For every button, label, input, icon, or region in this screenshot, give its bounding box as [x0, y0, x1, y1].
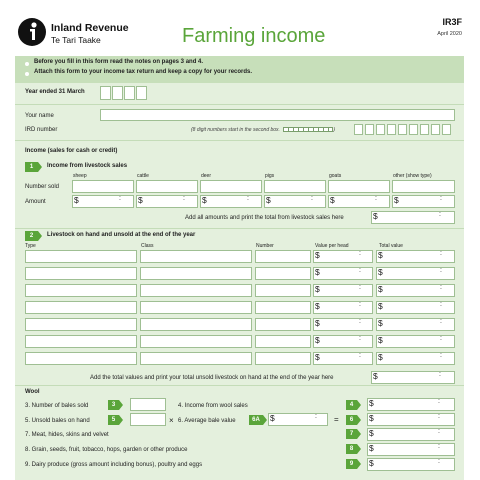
dollar-sign: $ — [378, 335, 383, 345]
livestock-type-field[interactable] — [25, 318, 137, 331]
col-sheep: sheep — [73, 173, 87, 179]
dollar-sign: $ — [369, 443, 374, 453]
value-per-head-field[interactable] — [313, 335, 373, 348]
dollar-sign: $ — [270, 413, 275, 423]
cents-separator: : — [438, 443, 440, 450]
box-6a-badge: 6A — [249, 415, 263, 425]
bales-sold-field[interactable] — [130, 398, 166, 411]
cents-separator: : — [311, 195, 313, 202]
divider — [15, 385, 464, 386]
bales-sold-label: 3. Number of bales sold — [25, 403, 89, 409]
cents-separator: : — [440, 318, 442, 325]
col-pigs: pigs — [265, 173, 275, 179]
year-digit-2[interactable] — [112, 86, 123, 100]
brand-name-maori: Te Tari Taake — [51, 35, 101, 45]
livestock-type-field[interactable] — [25, 267, 137, 280]
dollar-sign: $ — [138, 195, 143, 205]
dollar-sign: $ — [369, 413, 374, 423]
income-line-label: 7. Meat, hides, skins and velvet — [25, 432, 109, 438]
value-per-head-field[interactable] — [313, 301, 373, 314]
livestock-sales-total-label: Add all amounts and print the total from livestock sales here — [185, 215, 344, 221]
col-total-value: Total value — [379, 243, 403, 249]
livestock-type-field[interactable] — [25, 301, 137, 314]
unsold-livestock-total-label: Add the total values and print your total unsold livestock on hand at the end of the year here — [90, 375, 334, 381]
arrow-right-icon — [357, 415, 361, 425]
amount-pigs[interactable] — [264, 195, 326, 208]
dollar-sign: $ — [373, 211, 378, 221]
amount-other[interactable] — [392, 195, 455, 208]
ird-digit-1[interactable] — [354, 124, 363, 135]
livestock-number-field[interactable] — [255, 318, 311, 331]
dollar-sign: $ — [315, 250, 320, 260]
bullet-icon — [25, 72, 29, 76]
ird-digit-4[interactable] — [387, 124, 396, 135]
total-value-field[interactable] — [376, 284, 455, 297]
cents-separator: : — [359, 284, 361, 291]
cents-separator: : — [247, 195, 249, 202]
total-value-field[interactable] — [376, 335, 455, 348]
wool-income-field[interactable] — [367, 398, 455, 411]
value-per-head-field[interactable] — [313, 250, 373, 263]
income-line-label: 9. Dairy produce (gross amount including bonus), poultry and eggs — [25, 462, 203, 468]
average-bale-value-field[interactable] — [268, 413, 328, 426]
dollar-sign: $ — [369, 428, 374, 438]
cents-separator: : — [438, 428, 440, 435]
dollar-sign: $ — [266, 195, 271, 205]
year-digit-4[interactable] — [136, 86, 147, 100]
livestock-number-field[interactable] — [255, 335, 311, 348]
dollar-sign: $ — [315, 267, 320, 277]
form-header — [0, 0, 480, 56]
value-per-head-field[interactable] — [313, 267, 373, 280]
ird-digit-9[interactable] — [442, 124, 451, 135]
income-line-badge: 9 — [346, 459, 357, 469]
form-body — [15, 56, 464, 480]
number-sold-cattle[interactable] — [136, 180, 198, 193]
col-deer: deer — [201, 173, 212, 179]
dollar-sign: $ — [373, 371, 378, 381]
dollar-sign: $ — [315, 284, 320, 294]
ird-hint — [191, 127, 335, 133]
col-cattle: cattle — [137, 173, 149, 179]
dollar-sign: $ — [378, 352, 383, 362]
livestock-number-field[interactable] — [255, 352, 311, 365]
total-value-field[interactable] — [376, 352, 455, 365]
box-4-badge: 4 — [346, 400, 357, 410]
box-3-badge: 3 — [108, 400, 119, 410]
income-heading: Income (sales for cash or credit) — [25, 148, 118, 154]
amount-cattle[interactable] — [136, 195, 198, 208]
income-line-field[interactable] — [367, 443, 455, 456]
arrow-right-icon — [119, 415, 123, 425]
wool-heading: Wool — [25, 389, 40, 395]
ird-digit-5[interactable] — [398, 124, 407, 135]
dollar-sign: $ — [315, 318, 320, 328]
cents-separator: : — [440, 284, 442, 291]
amount-label: Amount — [25, 199, 46, 205]
bullet-icon — [25, 62, 29, 66]
ird-digit-6[interactable] — [409, 124, 418, 135]
ird-number-label: IRD number — [25, 127, 58, 133]
amount-sheep[interactable] — [72, 195, 134, 208]
multiply-sign: × — [169, 416, 174, 425]
divider — [15, 104, 464, 105]
unsold-bales-label: 5. Unsold bales on hand — [25, 418, 90, 424]
ird-digit-2[interactable] — [365, 124, 374, 135]
dollar-sign: $ — [330, 195, 335, 205]
cents-separator: : — [375, 195, 377, 202]
unsold-livestock-total-field[interactable] — [371, 371, 455, 384]
ird-digit-8[interactable] — [431, 124, 440, 135]
dollar-sign: $ — [315, 335, 320, 345]
inland-revenue-logo-icon — [18, 18, 46, 46]
arrow-right-icon — [119, 400, 123, 410]
section-1-badge: 1 — [25, 162, 38, 172]
section-1-title: Income from livestock sales — [47, 163, 128, 169]
livestock-class-field[interactable] — [140, 335, 252, 348]
number-sold-pigs[interactable] — [264, 180, 326, 193]
livestock-number-field[interactable] — [255, 267, 311, 280]
cents-separator: : — [315, 413, 317, 420]
section-2-title: Livestock on hand and unsold at the end of the year — [47, 232, 196, 238]
number-sold-goats[interactable] — [328, 180, 390, 193]
cents-separator: : — [183, 195, 185, 202]
livestock-class-field[interactable] — [140, 352, 252, 365]
income-line-field[interactable] — [367, 458, 455, 471]
divider — [15, 140, 464, 141]
cents-separator: : — [440, 301, 442, 308]
dollar-sign: $ — [378, 284, 383, 294]
dollar-sign: $ — [378, 267, 383, 277]
total-value-field[interactable] — [376, 318, 455, 331]
dollar-sign: $ — [315, 352, 320, 362]
value-per-head-field[interactable] — [313, 352, 373, 365]
cents-separator: : — [439, 211, 441, 218]
cents-separator: : — [438, 398, 440, 405]
col-type: Type — [25, 243, 36, 249]
amount-deer[interactable] — [200, 195, 262, 208]
livestock-type-field[interactable] — [25, 284, 137, 297]
cents-separator: : — [440, 352, 442, 359]
amount-goats[interactable] — [328, 195, 390, 208]
value-per-head-field[interactable] — [313, 284, 373, 297]
cents-separator: : — [359, 352, 361, 359]
cents-separator: : — [440, 335, 442, 342]
cents-separator: : — [440, 267, 442, 274]
ird-hint-text: (8 digit numbers start in the second box. — [191, 127, 280, 133]
ird-digit-7[interactable] — [420, 124, 429, 135]
col-goats: goats — [329, 173, 342, 179]
ird-hint-boxes-icon — [283, 127, 333, 132]
cents-separator: : — [438, 413, 440, 420]
livestock-type-field[interactable] — [25, 335, 137, 348]
cents-separator: : — [439, 371, 441, 378]
number-sold-other[interactable] — [392, 180, 455, 193]
col-value-per-head: Value per head — [315, 243, 349, 249]
equals-sign: = — [334, 415, 339, 424]
arrow-right-icon — [38, 231, 42, 241]
total-value-field[interactable] — [376, 267, 455, 280]
dollar-sign: $ — [74, 195, 79, 205]
arrow-right-icon — [357, 429, 361, 439]
cents-separator: : — [359, 250, 361, 257]
average-bale-value-label: 6. Average bale value — [178, 418, 236, 424]
page-title: Farming income — [182, 25, 326, 47]
box-6-badge: 6 — [346, 415, 357, 425]
value-per-head-field[interactable] — [313, 318, 373, 331]
livestock-number-field[interactable] — [255, 284, 311, 297]
arrow-right-icon — [38, 162, 42, 172]
livestock-type-field[interactable] — [25, 352, 137, 365]
income-line-badge: 7 — [346, 429, 357, 439]
livestock-type-field[interactable] — [25, 250, 137, 263]
livestock-class-field[interactable] — [140, 301, 252, 314]
form-code: IR3F — [442, 17, 462, 27]
brand-name: Inland Revenue — [51, 22, 129, 34]
cents-separator: : — [440, 250, 442, 257]
dollar-sign: $ — [315, 301, 320, 311]
dollar-sign: $ — [378, 301, 383, 311]
livestock-class-field[interactable] — [140, 267, 252, 280]
dollar-sign: $ — [378, 318, 383, 328]
cents-separator: : — [440, 195, 442, 202]
livestock-number-field[interactable] — [255, 250, 311, 263]
cents-separator: : — [359, 301, 361, 308]
income-line-label: 8. Grain, seeds, fruit, tobacco, hops, garden or other produce — [25, 447, 188, 453]
dollar-sign: $ — [394, 195, 399, 205]
col-class: Class — [141, 243, 154, 249]
dollar-sign: $ — [378, 250, 383, 260]
livestock-class-field[interactable] — [140, 284, 252, 297]
ird-hint-close: ) — [333, 127, 335, 133]
instruction-2: Attach this form to your income tax return and keep a copy for your records. — [34, 69, 253, 75]
number-sold-sheep[interactable] — [72, 180, 134, 193]
divider — [15, 228, 464, 229]
number-sold-deer[interactable] — [200, 180, 262, 193]
ird-digit-3[interactable] — [376, 124, 385, 135]
livestock-class-field[interactable] — [140, 318, 252, 331]
instruction-1: Before you fill in this form read the notes on pages 3 and 4. — [34, 59, 204, 65]
cents-separator: : — [359, 267, 361, 274]
your-name-label: Your name — [25, 113, 54, 119]
form-date: April 2020 — [437, 31, 462, 37]
year-digit-1[interactable] — [100, 86, 111, 100]
arrow-right-icon — [357, 459, 361, 469]
year-digit-3[interactable] — [124, 86, 135, 100]
income-line-field[interactable] — [367, 428, 455, 441]
section-2-badge: 2 — [25, 231, 38, 241]
arrow-right-icon — [357, 444, 361, 454]
cents-separator: : — [359, 318, 361, 325]
year-ended-label: Year ended 31 March — [25, 89, 85, 95]
dollar-sign: $ — [369, 458, 374, 468]
col-number: Number — [256, 243, 274, 249]
wool-income-label: 4. Income from wool sales — [178, 403, 248, 409]
dollar-sign: $ — [369, 398, 374, 408]
income-line-badge: 8 — [346, 444, 357, 454]
cents-separator: : — [359, 335, 361, 342]
total-value-field[interactable] — [376, 301, 455, 314]
box-5-badge: 5 — [108, 415, 119, 425]
col-other: other (show type) — [393, 173, 432, 179]
cents-separator: : — [119, 195, 121, 202]
dollar-sign: $ — [202, 195, 207, 205]
total-value-field[interactable] — [376, 250, 455, 263]
cents-separator: : — [438, 458, 440, 465]
arrow-right-icon — [357, 400, 361, 410]
your-name-field[interactable] — [100, 109, 455, 121]
unsold-wool-value-field[interactable] — [367, 413, 455, 426]
livestock-class-field[interactable] — [140, 250, 252, 263]
unsold-bales-field[interactable] — [130, 413, 166, 426]
livestock-sales-total-field[interactable] — [371, 211, 455, 224]
arrow-right-icon — [263, 415, 267, 425]
number-sold-label: Number sold — [25, 184, 60, 190]
livestock-number-field[interactable] — [255, 301, 311, 314]
